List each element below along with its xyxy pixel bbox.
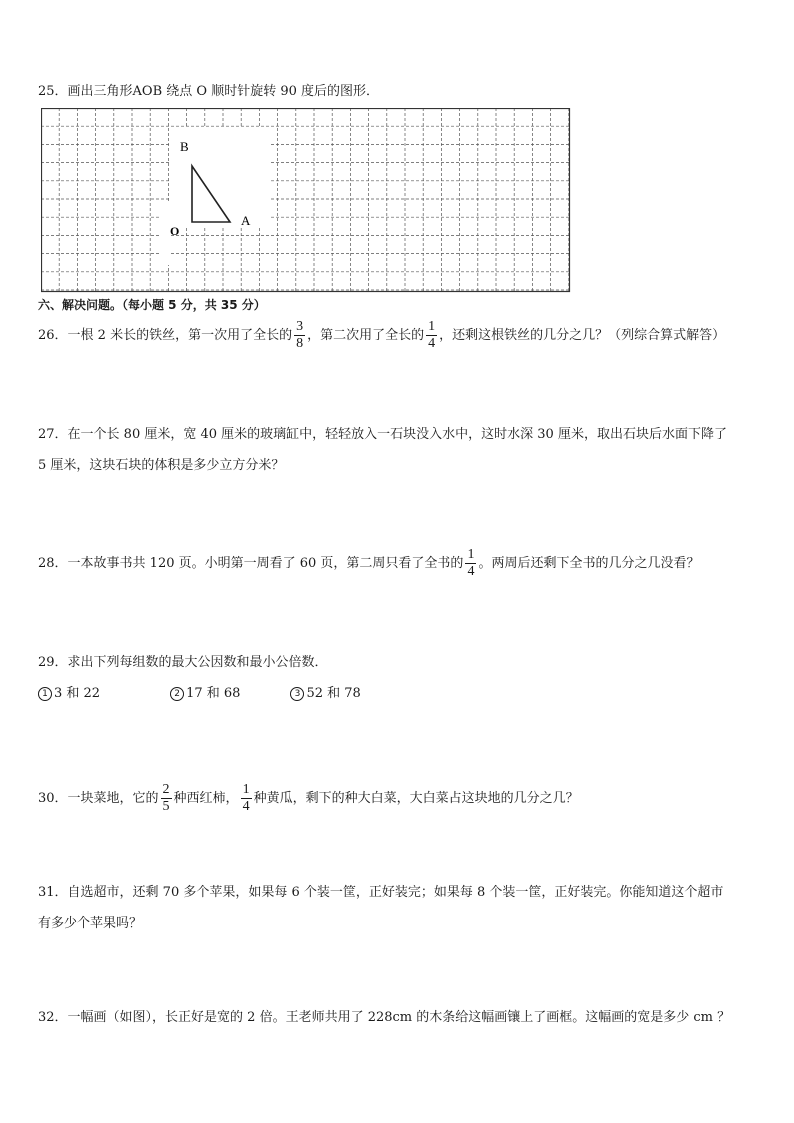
grid-lines xyxy=(41,108,570,292)
grid-border xyxy=(42,109,570,292)
q26-text-3: ，还剩这根铁丝的几分之几？（列综合算式解答） xyxy=(439,328,726,343)
q29-item-3: 3 52 和 78 xyxy=(290,686,360,701)
fraction-2-5: $\frac{2}{5}$ xyxy=(162,782,170,814)
q28 xyxy=(38,547,699,580)
q29-text: 29．求出下列每组数的最大公因数和最小公倍数． xyxy=(38,655,328,670)
point-a-label: A xyxy=(241,213,251,228)
q30-text-3: 种黄瓜，剩下的种大白菜，大白菜占这块地的几分之几？ xyxy=(253,791,579,806)
q29-item-2: 2 17 和 68 xyxy=(170,686,240,701)
q28-text-2: 。两周后还剩下全书的几分之几没看？ xyxy=(478,556,700,571)
q29-items xyxy=(38,684,361,704)
q30 xyxy=(38,782,579,815)
fraction-1-4: $\frac{1}{4}$ xyxy=(428,319,436,351)
section-6-title: 六、解决问题。（每小题 5 分，共 35 分） xyxy=(38,298,266,312)
q26-text-1: 26．一根 2 米长的铁丝，第一次用了全长的 xyxy=(38,328,293,343)
q25-text: 25．画出三角形AOB 绕点 O 顺时针旋转 90 度后的图形． xyxy=(38,84,380,99)
rotation-grid-figure xyxy=(41,108,571,293)
q31-line-2: 有多少个苹果吗？ xyxy=(38,916,143,931)
point-o-label: O xyxy=(170,224,180,238)
q30-text-1: 30．一块菜地，它的 xyxy=(38,791,159,806)
fraction-3-8: $\frac{3}{8}$ xyxy=(296,319,304,351)
q26 xyxy=(38,319,725,352)
q29-item-1: 1 3 和 22 xyxy=(38,686,100,701)
q27-line-2: 5 厘米，这块石块的体积是多少立方分米？ xyxy=(38,458,285,473)
q26-text-2: ，第二次用了全长的 xyxy=(307,328,425,343)
q30-text-2: 种西红柿， xyxy=(173,791,239,806)
q27-line-1: 27．在一个长 80 厘米，宽 40 厘米的玻璃缸中，轻轻放入一石块没入水中，这时水深 30 厘米，取出石块后水面下降了 xyxy=(38,427,727,442)
q28-text-1: 28．一本故事书共 120 页。小明第一周看了 60 页，第二周只看了全书的 xyxy=(38,556,464,571)
q32-text: 32．一幅画（如图），长正好是宽的 2 倍。王老师共用了 228cm 的木条给这幅画镶上了画框。这幅画的宽是多少 cm ？ xyxy=(38,1010,731,1025)
o-label-mask xyxy=(159,203,169,265)
q31-line-1: 31．自选超市，还剩 70 多个苹果，如果每 6 个装一筐，正好装完；如果每 8 个装一筐，正好装完。你能知道这个超市 xyxy=(38,885,724,900)
fraction-1-4: $\frac{1}{4}$ xyxy=(242,782,250,814)
point-b-label: B xyxy=(180,139,189,154)
fraction-1-4: $\frac{1}{4}$ xyxy=(467,547,475,579)
